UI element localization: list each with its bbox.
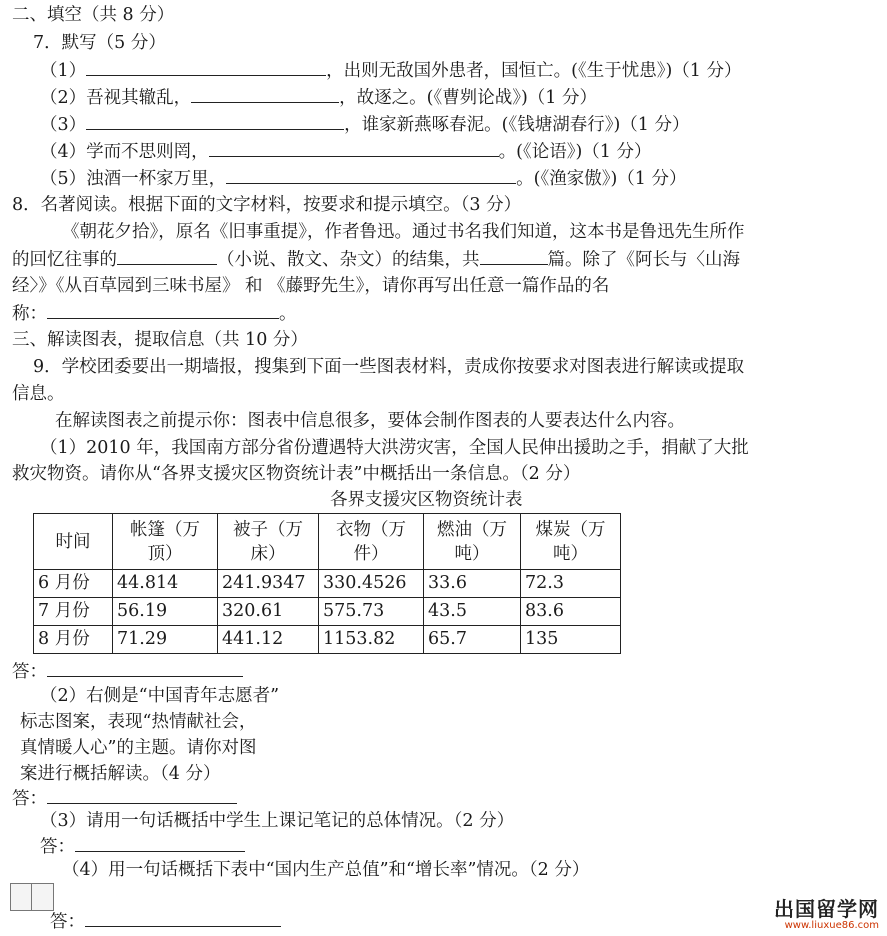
table-cell: 56.19 [113,598,218,626]
section-2-title: 二、填空（共 8 分） [12,5,175,25]
relief-supplies-table [33,513,621,654]
q8-text: 的回忆往事的 [12,250,117,270]
table-cell: 320.61 [218,598,319,626]
item-number: （2） [40,88,87,108]
table-cell: 72.3 [521,570,621,598]
q9-hint: 在解读图表之前提示你：图表中信息很多，要体会制作图表的人要表达什么内容。 [55,411,685,431]
q8-title: 8．名著阅读。根据下面的文字材料，按要求和提示填空。（3 分） [12,195,522,215]
header-cell-tents [113,514,218,570]
table-cell: 44.814 [113,570,218,598]
table-cell: 7 月份 [34,598,113,626]
header-text: 顶） [147,543,183,564]
answer-label: 答： [40,837,75,857]
answer-blank[interactable] [209,140,499,157]
q7-title: 7．默写（5 分） [33,33,166,53]
table-cell: 83.6 [521,598,621,626]
answer-blank[interactable] [75,835,245,852]
q7-item-5 [40,167,687,190]
answer-blank[interactable] [47,660,243,677]
answer-blank[interactable] [191,86,339,103]
answer-blank[interactable] [85,910,281,927]
q9-sub1-answer [12,660,243,683]
table-cell: 6 月份 [34,570,113,598]
table-cell: 135 [521,626,621,654]
q9-sub2-line-1: （2）右侧是“中国青年志愿者” [40,686,280,706]
answer-label: 答： [12,789,47,809]
item-text: ，故逐之。(《曹刿论战》)（1 分） [339,88,597,108]
q9-sub1-line-1: （1）2010 年，我国南方部分省份遭遇特大洪涝灾害，全国人民伸出援助之手，捐献了大批 [40,438,749,458]
item-text: ，出则无敌国外患者，国恒亡。(《生于忧患》)（1 分） [326,61,742,81]
answer-blank[interactable] [480,248,548,265]
item-number: （1） [40,61,87,81]
table-cell: 71.29 [113,626,218,654]
q8-line-1: 《朝花夕拾》，原名《旧事重提》，作者鲁迅。通过书名我们知道，这本书是鲁迅先生所作 [62,222,745,242]
watermark-url: www.liuxue86.com [784,920,879,931]
header-text: 帐篷（万 [130,519,200,540]
watermark-title: 出国留学网 [774,897,879,921]
item-text: 。(《渔家傲》)（1 分） [516,169,687,189]
table-title: 各界支援灾区物资统计表 [330,490,523,510]
item-text: 。(《论语》)（1 分） [498,142,652,162]
q7-item-2 [40,86,597,109]
table-cell: 1153.82 [319,626,424,654]
table-cell: 575.73 [319,598,424,626]
table-placeholder-icon [10,883,54,911]
q9-sub2-line-3: 真情暖人心”的主题。请你对图 [20,738,257,758]
q7-item-1 [40,59,742,82]
header-text: 衣物（万 [336,519,406,540]
q8-text: （小说、散文、杂文）的结集，共 [217,250,480,270]
item-text: ，谁家新燕啄春泥。(《钱塘湖春行》)（1 分） [344,115,690,135]
answer-blank[interactable] [117,248,217,265]
header-cell-quilts [218,514,319,570]
q9-sub4: （4）用一句话概括下表中“国内生产总值”和“增长率”情况。（2 分） [62,860,590,880]
answer-blank[interactable] [226,167,516,184]
q9-line-1: 9．学校团委要出一期墙报，搜集到下面一些图表材料，责成你按要求对图表进行解读或提取 [33,357,745,377]
table-cell: 33.6 [424,570,521,598]
header-text: 被子（万 [233,519,303,540]
q9-sub3-answer [40,835,245,858]
header-text: 吨） [553,543,588,564]
q8-line-3: 经〉》《从百草园到三味书屋》 和 《藤野先生》，请你再写出任意一篇作品的名 [12,276,610,296]
q8-line-2 [12,248,740,271]
header-text: 床） [250,543,286,564]
q9-sub3: （3）请用一句话概括中学生上课记笔记的总体情况。（2 分） [40,811,515,831]
q9-sub2-line-4: 案进行概括解读。（4 分） [20,764,221,784]
table-cell: 330.4526 [319,570,424,598]
header-cell-clothing [319,514,424,570]
q8-text: 称： [12,304,47,324]
item-text: 学而不思则罔， [86,142,209,162]
q9-sub1-line-2: 救灾物资。请你从“各界支援灾区物资统计表”中概括出一条信息。（2 分） [12,464,581,484]
table-row [34,598,621,626]
item-text: 吾视其辙乱， [86,88,192,108]
table-cell: 241.9347 [218,570,319,598]
header-text: 件） [353,543,389,564]
item-text: 浊酒一杯家万里， [86,169,227,189]
answer-label: 答： [12,662,47,682]
answer-blank[interactable] [47,302,279,319]
header-text: 燃油（万 [437,519,507,540]
header-text: 煤炭（万 [535,519,606,540]
header-text: 吨） [454,543,490,564]
table-cell: 8 月份 [34,626,113,654]
watermark [774,898,879,932]
header-text: 时间 [55,531,91,552]
q9-sub2-answer [12,787,237,810]
q9-sub2-line-2: 标志图案，表现“热情献社会， [20,712,257,732]
table-row [34,570,621,598]
q9-sub4-answer [50,910,281,933]
item-number: （5） [40,169,87,189]
q8-line-4 [12,302,297,325]
item-number: （3） [40,115,87,135]
item-number: （4） [40,142,87,162]
table-cell: 441.12 [218,626,319,654]
q7-item-3 [40,113,690,136]
q9-line-2: 信息。 [12,384,65,404]
table-cell: 65.7 [424,626,521,654]
answer-blank[interactable] [47,787,237,804]
header-cell-fuel [424,514,521,570]
table-row [34,626,621,654]
q8-text: 。 [279,304,297,324]
header-cell-time [34,514,113,570]
q7-item-4 [40,140,652,163]
section-3-title: 三、解读图表，提取信息（共 10 分） [12,330,308,350]
q8-text: 篇。除了《阿长与〈山海 [547,250,740,270]
answer-blank[interactable] [86,113,344,130]
answer-blank[interactable] [86,59,326,76]
table-cell: 43.5 [424,598,521,626]
answer-label: 答： [50,912,85,932]
header-cell-coal [521,514,621,570]
table-header-row [34,514,621,570]
